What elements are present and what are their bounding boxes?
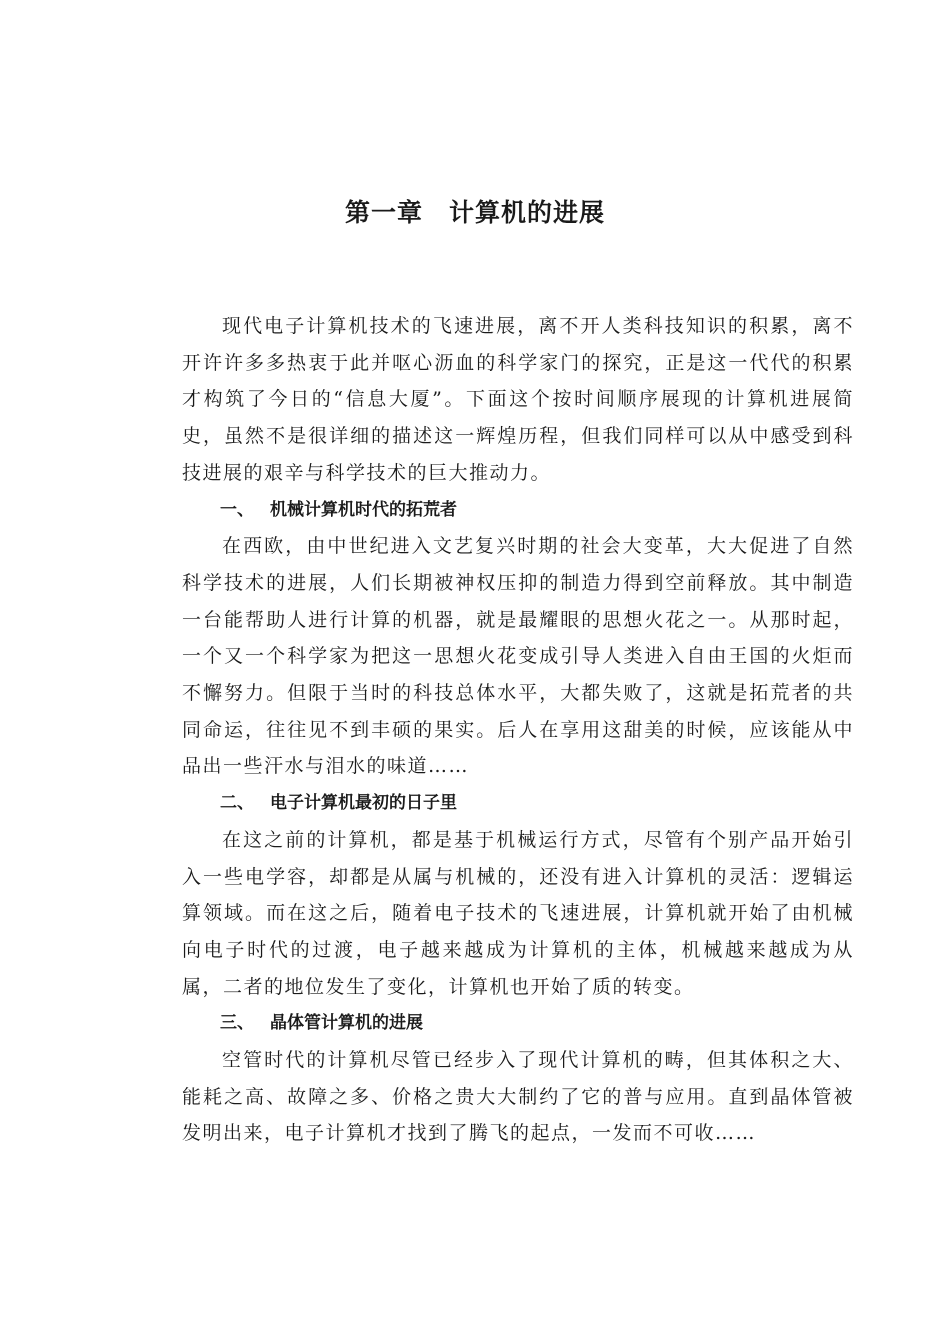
intro-paragraph: 现代电子计算机技术的飞速进展，离不开人类科技知识的积累，离不开许许多多热衷于此并呕心沥血的科学家门的探究，正是这一代代的积累才构筑了今日的“信息大厦”。下面这个按时间顺序展现的计算机进展简史，虽然不是很详细的描述这一辉煌历程，但我们同样可以从中感受到科技进展的艰辛与科学技术的巨大推动力。 [182, 315, 854, 484]
section-paragraph-2: 在这之前的计算机，都是基于机械运行方式，尽管有个别产品开始引入一些电学容，却都是从属与机械的，还没有进入计算机的灵活：逻辑运算领域。而在这之后，随着电子技术的飞速进展，计算机就开始了由机械向电子时代的过渡，电子越来越成为计算机的主体，机械越来越成为从属，二者的地位发生了变化，计算机也开始了质的转变。 [182, 828, 854, 998]
section-title: 电子计算机最初的日子里 [270, 793, 457, 814]
section-number: 二、 [220, 793, 254, 814]
section-paragraph-3: 空管时代的计算机尽管已经步入了现代计算机的畴，但其体积之大、能耗之高、故障之多、价格之贵大大制约了它的普与应用。直到晶体管被发明出来，电子计算机才找到了腾飞的起点，一发而不可收…… [182, 1049, 854, 1145]
section-title: 晶体管计算机的进展 [270, 1013, 423, 1034]
chapter-name: 计算机的进展 [449, 198, 606, 227]
section-title: 机械计算机时代的拓荒者 [270, 499, 457, 520]
chapter-number: 第一章 [344, 198, 423, 227]
section-paragraph-1: 在西欧，由中世纪进入文艺复兴时期的社会大变革，大大促进了自然科学技术的进展，人们长期被神权压抑的制造力得到空前释放。其中制造一台能帮助人进行计算的机器，就是最耀眼的思想火花之一。从那时起，一个又一个科学家为把这一思想火花变成引导人类进入自由王国的火炬而不懈努力。但限于当时的科技总体水平，大都失败了，这就是拓荒者的共同命运，往往见不到丰硕的果实。后人在享用这甜美的时候，应该能从中品出一些汗水与泪水的味道…… [182, 535, 854, 778]
section-heading-1 [182, 492, 854, 529]
section-number: 三、 [220, 1013, 254, 1034]
section-heading-2 [182, 785, 854, 822]
section-number: 一、 [220, 499, 254, 520]
body-text [182, 308, 854, 1152]
chapter-title [0, 193, 950, 233]
section-heading-3 [182, 1005, 854, 1042]
